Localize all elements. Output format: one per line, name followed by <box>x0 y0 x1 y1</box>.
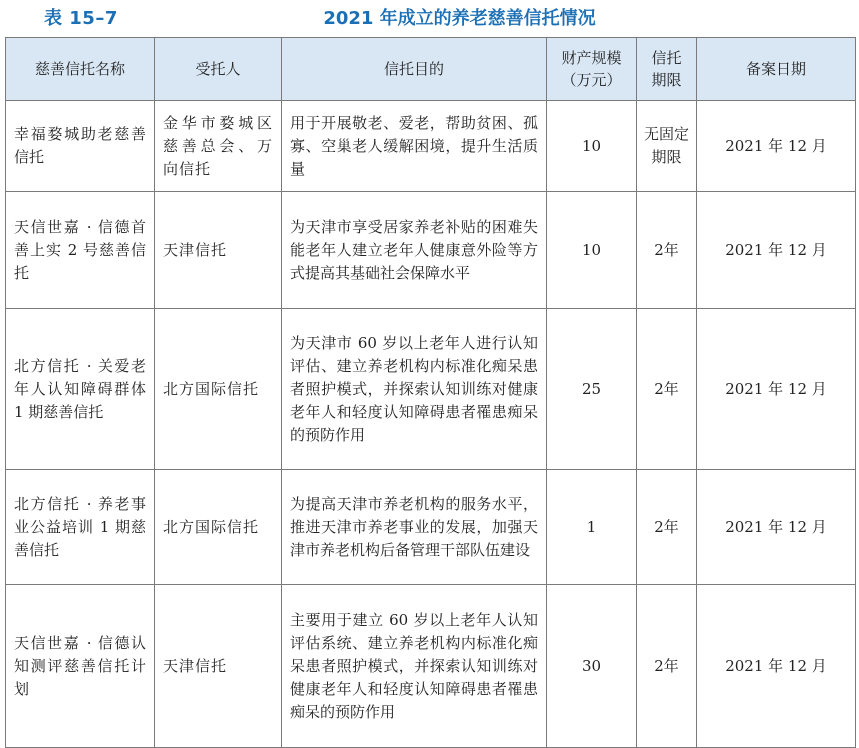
table-title: 2021 年成立的养老慈善信托情况 <box>323 8 596 29</box>
cell-trustee: 金华市婺城区慈善总会、万向信托 <box>155 101 282 192</box>
column-header-date: 备案日期 <box>697 38 856 101</box>
cell-scale: 25 <box>547 309 637 470</box>
cell-term: 2年 <box>637 309 697 470</box>
header-row <box>6 38 856 101</box>
cell-date: 2021 年 12 月 <box>697 192 856 309</box>
column-header-name: 慈善信托名称 <box>6 38 155 101</box>
cell-scale: 10 <box>547 101 637 192</box>
cell-scale: 10 <box>547 192 637 309</box>
cell-scale: 30 <box>547 585 637 748</box>
column-header-scale: 财产规模 （万元） <box>547 38 637 101</box>
cell-date: 2021 年 12 月 <box>697 585 856 748</box>
cell-trustee: 北方国际信托 <box>155 309 282 470</box>
cell-term <box>637 101 697 192</box>
cell-purpose: 主要用于建立 60 岁以上老年人认知评估系统、建立养老机构内标准化痴呆患者照护模式，并探索认知训练对健康老年人和轻度认知障碍患者罹患痴呆的预防作用 <box>282 585 547 748</box>
table-number: 表 15–7 <box>44 8 118 29</box>
column-header-purpose: 信托目的 <box>282 38 547 101</box>
cell-name: 天信世嘉 · 信德首善上实 2 号慈善信托 <box>6 192 155 309</box>
charity-trust-table <box>5 37 856 748</box>
cell-trustee: 北方国际信托 <box>155 470 282 585</box>
cell-purpose: 用于开展敬老、爱老，帮助贫困、孤寡、空巢老人缓解困境，提升生活质量 <box>282 101 547 192</box>
cell-date: 2021 年 12 月 <box>697 470 856 585</box>
cell-name: 天信世嘉 · 信德认知测评慈善信托计划 <box>6 585 155 748</box>
cell-term: 2年 <box>637 192 697 309</box>
table-row <box>6 192 856 309</box>
cell-trustee: 天津信托 <box>155 585 282 748</box>
table-row <box>6 309 856 470</box>
cell-date: 2021 年 12 月 <box>697 309 856 470</box>
cell-name: 北方信托 · 关爱老年人认知障碍群体 1 期慈善信托 <box>6 309 155 470</box>
cell-purpose: 为天津市 60 岁以上老年人进行认知评估、建立养老机构内标准化痴呆患者照护模式，并探索认知训练对健康老年人和轻度认知障碍患者罹患痴呆的预防作用 <box>282 309 547 470</box>
table-row <box>6 470 856 585</box>
column-header-trustee: 受托人 <box>155 38 282 101</box>
table-caption <box>0 0 859 34</box>
cell-scale: 1 <box>547 470 637 585</box>
column-header-term: 信托 期限 <box>637 38 697 101</box>
table-row <box>6 585 856 748</box>
cell-term: 2年 <box>637 470 697 585</box>
table-row <box>6 101 856 192</box>
cell-name: 幸福婺城助老慈善信托 <box>6 101 155 192</box>
cell-name: 北方信托 · 养老事业公益培训 1 期慈善信托 <box>6 470 155 585</box>
cell-purpose: 为提高天津市养老机构的服务水平，推进天津市养老事业的发展，加强天津市养老机构后备管理干部队伍建设 <box>282 470 547 585</box>
cell-trustee: 天津信托 <box>155 192 282 309</box>
cell-purpose: 为天津市享受居家养老补贴的困难失能老年人建立老年人健康意外险等方式提高其基础社会保障水平 <box>282 192 547 309</box>
cell-term: 2年 <box>637 585 697 748</box>
cell-date: 2021 年 12 月 <box>697 101 856 192</box>
cell-term-text: 无固定期限 <box>644 125 690 166</box>
